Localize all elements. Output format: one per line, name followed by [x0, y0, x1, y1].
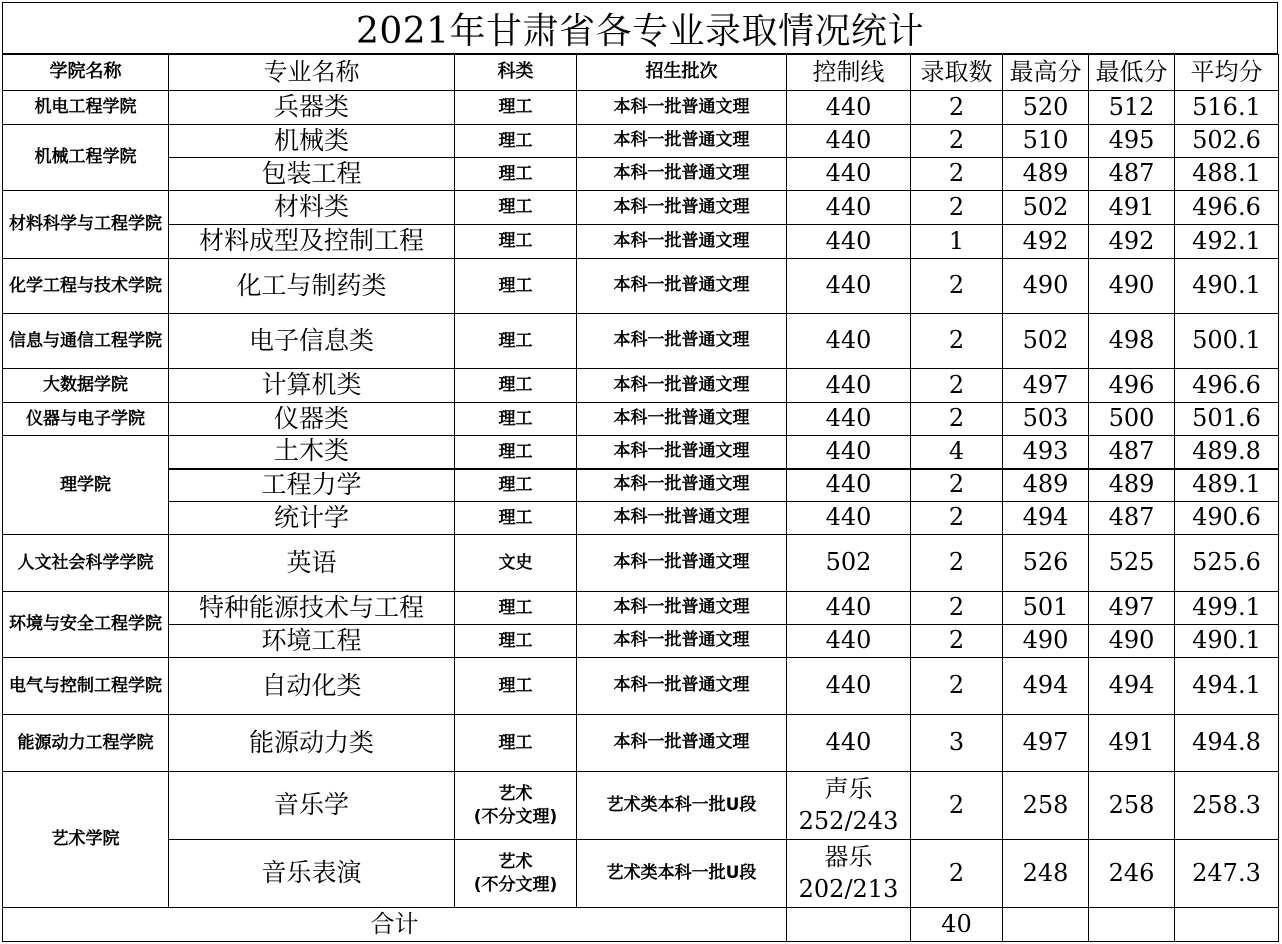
college-cell: 理学院 [3, 436, 169, 535]
subject-cell: 理工 [455, 225, 577, 259]
total-max-empty [1003, 908, 1089, 942]
max-score-cell: 526 [1003, 535, 1089, 592]
control-line-cell: 440 [787, 369, 911, 403]
college-cell: 环境与安全工程学院 [3, 592, 169, 658]
table-row [3, 625, 1279, 658]
min-score-cell: 487 [1089, 436, 1175, 469]
header-major: 专业名称 [169, 55, 455, 91]
batch-cell: 本科一批普通文理 [577, 436, 787, 469]
major-cell: 包装工程 [169, 158, 455, 191]
avg-score-cell: 525.6 [1175, 535, 1279, 592]
max-score-cell: 490 [1003, 625, 1089, 658]
admitted-cell: 2 [911, 125, 1003, 158]
batch-cell: 本科一批普通文理 [577, 158, 787, 191]
max-score-cell: 503 [1003, 403, 1089, 436]
subject-cell: 理工 [455, 403, 577, 436]
batch-cell: 本科一批普通文理 [577, 191, 787, 225]
min-score-cell: 489 [1089, 469, 1175, 502]
table-row [3, 158, 1279, 191]
max-score-cell: 494 [1003, 658, 1089, 715]
header-subject: 科类 [455, 55, 577, 91]
college-cell: 机械工程学院 [3, 125, 169, 191]
min-score-cell: 487 [1089, 502, 1175, 535]
major-cell: 电子信息类 [169, 314, 455, 369]
table-row [3, 125, 1279, 158]
college-cell: 人文社会科学学院 [3, 535, 169, 592]
subject-cell [455, 840, 577, 908]
batch-cell: 本科一批普通文理 [577, 314, 787, 369]
header-avg-score: 平均分 [1175, 55, 1279, 91]
subject-cell: 文史 [455, 535, 577, 592]
admitted-cell: 2 [911, 658, 1003, 715]
max-score-cell: 502 [1003, 191, 1089, 225]
avg-score-cell: 496.6 [1175, 369, 1279, 403]
admitted-cell: 2 [911, 91, 1003, 125]
document-title: 2021年甘肃省各专业录取情况统计 [2, 2, 1278, 54]
min-score-cell: 512 [1089, 91, 1175, 125]
min-score-cell: 490 [1089, 259, 1175, 314]
college-cell: 材料科学与工程学院 [3, 191, 169, 259]
major-cell: 仪器类 [169, 403, 455, 436]
subject-cell: 理工 [455, 592, 577, 625]
admitted-cell: 2 [911, 469, 1003, 502]
min-score-cell: 258 [1089, 772, 1175, 840]
header-control-line: 控制线 [787, 55, 911, 91]
table-row [3, 502, 1279, 535]
college-cell: 化学工程与技术学院 [3, 259, 169, 314]
table-row [3, 259, 1279, 314]
control-line-cell: 440 [787, 592, 911, 625]
avg-score-cell: 499.1 [1175, 592, 1279, 625]
admission-table [2, 54, 1279, 942]
max-score-cell: 492 [1003, 225, 1089, 259]
admitted-cell: 4 [911, 436, 1003, 469]
control-line-cell: 440 [787, 91, 911, 125]
subject-line-1: 艺术 [498, 784, 533, 805]
header-batch: 招生批次 [577, 55, 787, 91]
max-score-cell: 490 [1003, 259, 1089, 314]
admitted-cell: 3 [911, 715, 1003, 772]
table-row [3, 225, 1279, 259]
admitted-cell: 2 [911, 592, 1003, 625]
avg-score-cell: 490.6 [1175, 502, 1279, 535]
batch-cell: 本科一批普通文理 [577, 625, 787, 658]
header-min-score: 最低分 [1089, 55, 1175, 91]
batch-cell: 本科一批普通文理 [577, 715, 787, 772]
major-cell: 工程力学 [169, 469, 455, 502]
major-cell: 音乐学 [169, 772, 455, 840]
table-row [3, 191, 1279, 225]
total-admitted: 40 [911, 908, 1003, 942]
total-control-empty [787, 908, 911, 942]
subject-cell: 理工 [455, 314, 577, 369]
batch-cell: 本科一批普通文理 [577, 535, 787, 592]
max-score-cell: 248 [1003, 840, 1089, 908]
max-score-cell: 489 [1003, 469, 1089, 502]
max-score-cell: 502 [1003, 314, 1089, 369]
subject-cell: 理工 [455, 369, 577, 403]
subject-cell: 理工 [455, 91, 577, 125]
control-line-cell: 440 [787, 658, 911, 715]
major-cell: 化工与制药类 [169, 259, 455, 314]
major-cell: 机械类 [169, 125, 455, 158]
max-score-cell: 489 [1003, 158, 1089, 191]
subject-line-2: (不分文理) [473, 806, 558, 827]
min-score-cell: 498 [1089, 314, 1175, 369]
subject-cell [455, 772, 577, 840]
avg-score-cell: 494.1 [1175, 658, 1279, 715]
control-line-cell: 440 [787, 715, 911, 772]
major-cell: 兵器类 [169, 91, 455, 125]
college-cell: 电气与控制工程学院 [3, 658, 169, 715]
min-score-cell: 491 [1089, 715, 1175, 772]
major-cell: 材料类 [169, 191, 455, 225]
batch-cell: 本科一批普通文理 [577, 125, 787, 158]
batch-cell: 本科一批普通文理 [577, 592, 787, 625]
min-score-cell: 495 [1089, 125, 1175, 158]
avg-score-cell: 490.1 [1175, 259, 1279, 314]
batch-cell: 本科一批普通文理 [577, 403, 787, 436]
total-label: 合计 [3, 908, 787, 942]
max-score-cell: 497 [1003, 369, 1089, 403]
min-score-cell: 491 [1089, 191, 1175, 225]
table-row [3, 469, 1279, 502]
table-row [3, 715, 1279, 772]
major-cell: 土木类 [169, 436, 455, 469]
max-score-cell: 494 [1003, 502, 1089, 535]
batch-cell: 艺术类本科一批U段 [577, 840, 787, 908]
min-score-cell: 497 [1089, 592, 1175, 625]
subject-line-2: (不分文理) [473, 874, 558, 895]
admitted-cell: 2 [911, 369, 1003, 403]
total-avg-empty [1175, 908, 1279, 942]
avg-score-cell: 258.3 [1175, 772, 1279, 840]
batch-cell: 本科一批普通文理 [577, 91, 787, 125]
admitted-cell: 2 [911, 772, 1003, 840]
subject-cell: 理工 [455, 715, 577, 772]
admitted-cell: 2 [911, 314, 1003, 369]
table-row [3, 535, 1279, 592]
max-score-cell: 497 [1003, 715, 1089, 772]
avg-score-cell: 501.6 [1175, 403, 1279, 436]
admitted-cell: 2 [911, 840, 1003, 908]
control-line-cell: 440 [787, 625, 911, 658]
control-line-cell: 440 [787, 225, 911, 259]
table-row [3, 592, 1279, 625]
table-row [3, 658, 1279, 715]
max-score-cell: 493 [1003, 436, 1089, 469]
admitted-cell: 2 [911, 625, 1003, 658]
max-score-cell: 501 [1003, 592, 1089, 625]
subject-cell: 理工 [455, 259, 577, 314]
min-score-cell: 246 [1089, 840, 1175, 908]
table-row [3, 436, 1279, 469]
table-row [3, 314, 1279, 369]
table-row [3, 403, 1279, 436]
college-cell: 信息与通信工程学院 [3, 314, 169, 369]
batch-cell: 本科一批普通文理 [577, 225, 787, 259]
batch-cell: 本科一批普通文理 [577, 658, 787, 715]
avg-score-cell: 492.1 [1175, 225, 1279, 259]
avg-score-cell: 489.8 [1175, 436, 1279, 469]
min-score-cell: 492 [1089, 225, 1175, 259]
major-cell: 计算机类 [169, 369, 455, 403]
avg-score-cell: 516.1 [1175, 91, 1279, 125]
min-score-cell: 496 [1089, 369, 1175, 403]
table-row [3, 772, 1279, 840]
header-max-score: 最高分 [1003, 55, 1089, 91]
admitted-cell: 2 [911, 191, 1003, 225]
subject-cell: 理工 [455, 158, 577, 191]
total-min-empty [1089, 908, 1175, 942]
admitted-cell: 2 [911, 403, 1003, 436]
subject-line-1: 艺术 [498, 852, 533, 873]
max-score-cell: 258 [1003, 772, 1089, 840]
major-cell: 自动化类 [169, 658, 455, 715]
subject-cell: 理工 [455, 469, 577, 502]
major-cell: 材料成型及控制工程 [169, 225, 455, 259]
major-cell: 音乐表演 [169, 840, 455, 908]
admitted-cell: 1 [911, 225, 1003, 259]
control-line-cell: 440 [787, 403, 911, 436]
major-cell: 能源动力类 [169, 715, 455, 772]
control-line-cell: 440 [787, 125, 911, 158]
subject-cell: 理工 [455, 125, 577, 158]
control-line-cell: 502 [787, 535, 911, 592]
table-row [3, 369, 1279, 403]
header-admitted: 录取数 [911, 55, 1003, 91]
control-line-cell: 440 [787, 314, 911, 369]
college-cell: 艺术学院 [3, 772, 169, 908]
batch-cell: 本科一批普通文理 [577, 259, 787, 314]
college-cell: 大数据学院 [3, 369, 169, 403]
avg-score-cell: 494.8 [1175, 715, 1279, 772]
admitted-cell: 2 [911, 259, 1003, 314]
table-row [3, 840, 1279, 908]
batch-cell: 本科一批普通文理 [577, 469, 787, 502]
subject-cell: 理工 [455, 436, 577, 469]
college-cell: 机电工程学院 [3, 91, 169, 125]
max-score-cell: 520 [1003, 91, 1089, 125]
batch-cell: 本科一批普通文理 [577, 369, 787, 403]
total-row [3, 908, 1279, 942]
major-cell: 特种能源技术与工程 [169, 592, 455, 625]
max-score-cell: 510 [1003, 125, 1089, 158]
min-score-cell: 500 [1089, 403, 1175, 436]
header-college: 学院名称 [3, 55, 169, 91]
control-line-cell [787, 840, 911, 908]
college-cell: 能源动力工程学院 [3, 715, 169, 772]
avg-score-cell: 247.3 [1175, 840, 1279, 908]
major-cell: 统计学 [169, 502, 455, 535]
control-line-cell [787, 772, 911, 840]
control-line-1: 器乐 [824, 843, 873, 872]
subject-cell: 理工 [455, 658, 577, 715]
avg-score-cell: 488.1 [1175, 158, 1279, 191]
avg-score-cell: 490.1 [1175, 625, 1279, 658]
control-line-cell: 440 [787, 502, 911, 535]
control-line-cell: 440 [787, 259, 911, 314]
header-row [3, 55, 1279, 91]
control-line-2: 202/213 [798, 874, 899, 903]
control-line-cell: 440 [787, 191, 911, 225]
min-score-cell: 494 [1089, 658, 1175, 715]
min-score-cell: 525 [1089, 535, 1175, 592]
admitted-cell: 2 [911, 158, 1003, 191]
batch-cell: 艺术类本科一批U段 [577, 772, 787, 840]
control-line-cell: 440 [787, 158, 911, 191]
major-cell: 环境工程 [169, 625, 455, 658]
college-cell: 仪器与电子学院 [3, 403, 169, 436]
control-line-cell: 440 [787, 469, 911, 502]
control-line-1: 声乐 [824, 775, 873, 804]
admitted-cell: 2 [911, 535, 1003, 592]
avg-score-cell: 500.1 [1175, 314, 1279, 369]
control-line-2: 252/243 [798, 806, 899, 835]
avg-score-cell: 489.1 [1175, 469, 1279, 502]
major-cell: 英语 [169, 535, 455, 592]
table-row [3, 91, 1279, 125]
control-line-cell: 440 [787, 436, 911, 469]
avg-score-cell: 502.6 [1175, 125, 1279, 158]
min-score-cell: 490 [1089, 625, 1175, 658]
admitted-cell: 2 [911, 502, 1003, 535]
avg-score-cell: 496.6 [1175, 191, 1279, 225]
subject-cell: 理工 [455, 625, 577, 658]
subject-cell: 理工 [455, 502, 577, 535]
batch-cell: 本科一批普通文理 [577, 502, 787, 535]
min-score-cell: 487 [1089, 158, 1175, 191]
subject-cell: 理工 [455, 191, 577, 225]
